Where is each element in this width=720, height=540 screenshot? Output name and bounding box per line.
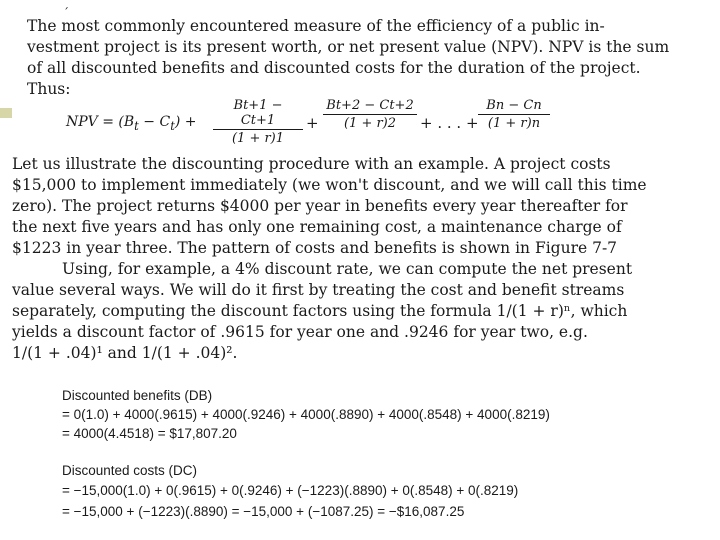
paragraph-2-line-6: Using, for example, a 4% discount rate, we can compute the net present [62, 260, 633, 278]
dc-line-1: = −15,000(1.0) + 0(.9615) + 0(.9246) + (−1223)(.8890) + 0(.8548) + 0(.8219) [62, 483, 519, 498]
paragraph-1-line-1: The most commonly encountered measure of the efficiency of a public in- [27, 17, 605, 35]
npv-fraction-n: $\frac{Bn - Cn}{(1 + r)n}$ [478, 98, 550, 131]
npv-fraction-1: $\frac{Bt+1 - Ct+1}{(1 + r)1}$ [213, 98, 303, 146]
paragraph-1-line-4: Thus: [27, 80, 71, 98]
paragraph-2-line-9: yields a discount factor of .9615 for year one and .9246 for year two, e.g. [12, 323, 588, 341]
dc-line-2: = −15,000 + (−1223)(.8890) = −15,000 + (−1087.25) = −$16,087.25 [62, 504, 465, 519]
db-line-2: = 4000(4.4518) = $17,807.20 [62, 426, 237, 441]
paragraph-2-line-5: $1223 in year three. The pattern of costs and benefits is shown in Figure 7-7 [12, 239, 618, 257]
paragraph-2-line-3: zero). The project returns $4000 per year in benefits every year thereafter for [12, 197, 628, 215]
paragraph-2-line-8: separately, computing the discount factors using the formula 1/(1 + r)ⁿ, which [12, 302, 628, 320]
npv-fraction-2: $\frac{Bt+2 - Ct+2}{(1 + r)2}$ [323, 98, 417, 131]
slide-marker [0, 108, 12, 118]
scan-mark: ´ [63, 6, 69, 20]
npv-formula-lhs: NPV = $(B_t - C_t)$ + [66, 114, 197, 133]
paragraph-2-line-1: Let us illustrate the discounting procedure with an example. A project costs [12, 155, 611, 173]
db-line-1: = 0(1.0) + 4000(.9615) + 4000(.9246) + 4000(.8890) + 4000(.8548) + 4000(.8219) [62, 407, 550, 422]
dc-heading: Discounted costs (DC) [62, 463, 198, 478]
paragraph-2-line-10: 1/(1 + .04)¹ and 1/(1 + .04)². [12, 344, 238, 362]
db-heading: Discounted benefits (DB) [62, 388, 213, 403]
paragraph-1-line-2: vestment project is its present worth, or net present value (NPV). NPV is the sum [27, 38, 670, 56]
paragraph-2-line-4: the next five years and has only one remaining cost, a maintenance charge of [12, 218, 622, 236]
paragraph-2-line-7: value several ways. We will do it first by treating the cost and benefit streams [12, 281, 625, 299]
npv-ellipsis: + . . . + [420, 114, 479, 132]
npv-plus-sign: + [306, 114, 319, 132]
paragraph-2-line-2: $15,000 to implement immediately (we won't discount, and we will call this time [12, 176, 647, 194]
paragraph-1-line-3: of all discounted benefits and discounted costs for the duration of the project. [27, 59, 641, 77]
